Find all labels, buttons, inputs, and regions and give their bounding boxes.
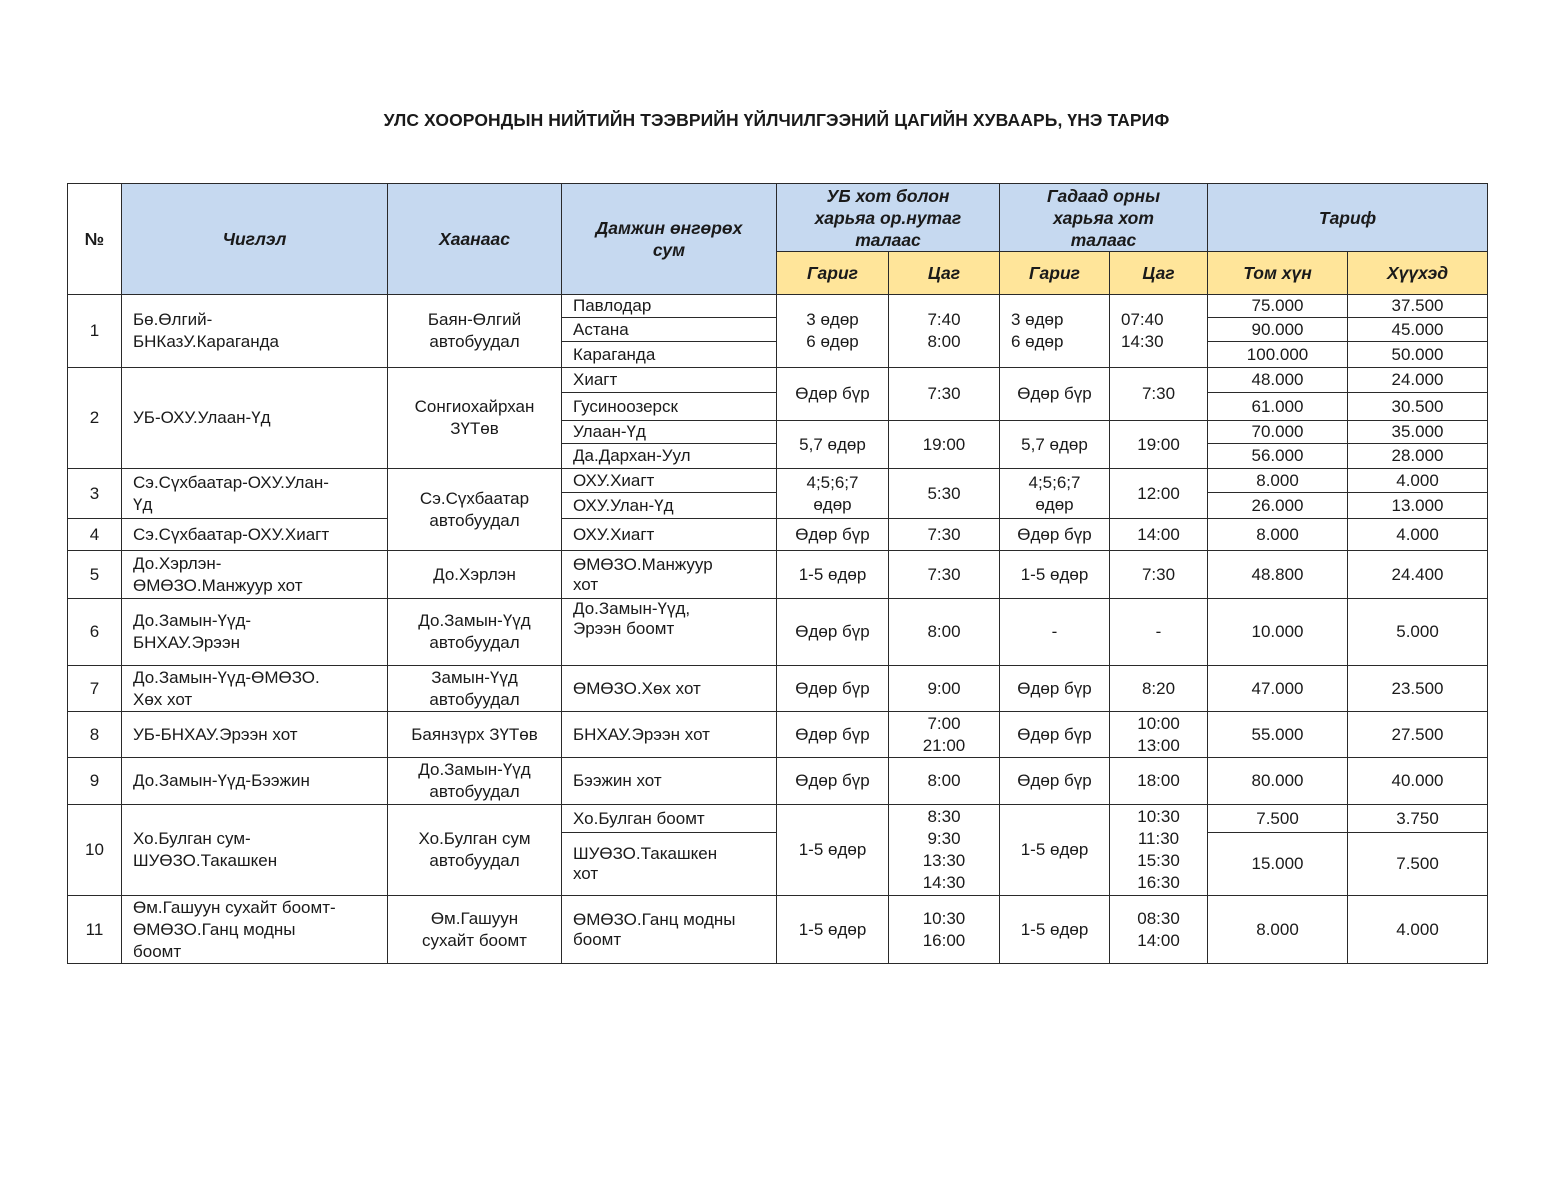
row-adult: 80.000 (1208, 758, 1348, 805)
table-row (68, 599, 1488, 666)
row-ub-days: 1-5 өдөр (777, 805, 889, 896)
row-no: 2 (68, 368, 122, 469)
row-via: Хо.Булган боомт (562, 805, 777, 833)
row-adult: 15.000 (1208, 833, 1348, 896)
table-row (68, 295, 1488, 318)
row-ub-time: 8:30 9:30 13:30 14:30 (889, 805, 1000, 896)
table-row (68, 758, 1488, 805)
row-foreign-time: 10:00 13:00 (1110, 712, 1208, 758)
row-no: 10 (68, 805, 122, 896)
row-adult: 61.000 (1208, 393, 1348, 421)
row-foreign-days: - (1000, 599, 1110, 666)
row-via: Гусиноозерск (562, 393, 777, 421)
row-adult: 48.800 (1208, 551, 1348, 599)
row-ub-time: 19:00 (889, 421, 1000, 469)
row-direction: До.Хэрлэн- ӨМӨЗО.Манжуур хот (122, 551, 388, 599)
row-ub-time: 7:30 (889, 519, 1000, 551)
row-from: Өм.Гашуун сухайт боомт (388, 896, 562, 964)
row-adult: 7.500 (1208, 805, 1348, 833)
row-direction: Бө.Өлгий- БНКазУ.Караганда (122, 295, 388, 368)
row-foreign-time: 7:30 (1110, 368, 1208, 421)
row-ub-days: Өдөр бүр (777, 368, 889, 421)
row-direction: До.Замын-Үүд- БНХАУ.Эрээн (122, 599, 388, 666)
header-via: Дамжин өнгөрөх сум (562, 184, 777, 295)
row-direction: УБ-ОХУ.Улаан-Үд (122, 368, 388, 469)
row-no: 1 (68, 295, 122, 368)
row-from: Хо.Булган сум автобуудал (388, 805, 562, 896)
row-adult: 26.000 (1208, 493, 1348, 519)
row-via: Астана (562, 318, 777, 342)
row-direction: Хо.Булган сум- ШУӨЗО.Такашкен (122, 805, 388, 896)
table-row (68, 896, 1488, 964)
row-child: 23.500 (1348, 666, 1488, 712)
row-direction: Сэ.Сүхбаатар-ОХУ.Улан- Үд (122, 469, 388, 519)
row-child: 24.000 (1348, 368, 1488, 393)
schedule-table (67, 183, 1488, 964)
row-child: 3.750 (1348, 805, 1488, 833)
row-foreign-time: 19:00 (1110, 421, 1208, 469)
row-via: ОХУ.Улан-Үд (562, 493, 777, 519)
row-no: 9 (68, 758, 122, 805)
row-foreign-days: Өдөр бүр (1000, 666, 1110, 712)
row-via: БНХАУ.Эрээн хот (562, 712, 777, 758)
header-no: № (68, 184, 122, 295)
row-child: 27.500 (1348, 712, 1488, 758)
row-adult: 70.000 (1208, 421, 1348, 444)
row-from: Сэ.Сүхбаатар автобуудал (388, 469, 562, 551)
row-foreign-days: Өдөр бүр (1000, 758, 1110, 805)
row-foreign-time: 14:00 (1110, 519, 1208, 551)
header-child: Хүүхэд (1348, 252, 1488, 295)
row-via: Бээжин хот (562, 758, 777, 805)
row-foreign-time: 18:00 (1110, 758, 1208, 805)
row-adult: 56.000 (1208, 444, 1348, 469)
row-child: 35.000 (1348, 421, 1488, 444)
row-foreign-time: 07:40 14:30 (1110, 295, 1208, 368)
row-ub-time: 7:30 (889, 368, 1000, 421)
row-ub-days: 1-5 өдөр (777, 551, 889, 599)
row-foreign-time: 10:30 11:30 15:30 16:30 (1110, 805, 1208, 896)
row-from: Баянзүрх ЗҮТөв (388, 712, 562, 758)
row-no: 11 (68, 896, 122, 964)
row-ub-days: Өдөр бүр (777, 519, 889, 551)
row-foreign-time: 12:00 (1110, 469, 1208, 519)
row-from: Сонгиохайрхан ЗҮТөв (388, 368, 562, 469)
row-via: Да.Дархан-Уул (562, 444, 777, 469)
header-direction: Чиглэл (122, 184, 388, 295)
row-child: 50.000 (1348, 342, 1488, 368)
row-via: Улаан-Үд (562, 421, 777, 444)
row-adult: 47.000 (1208, 666, 1348, 712)
row-adult: 90.000 (1208, 318, 1348, 342)
table-row (68, 519, 1488, 551)
row-ub-time: 8:00 (889, 758, 1000, 805)
row-adult: 55.000 (1208, 712, 1348, 758)
row-child: 4.000 (1348, 896, 1488, 964)
row-child: 24.400 (1348, 551, 1488, 599)
row-via: ӨМӨЗО.Хөх хот (562, 666, 777, 712)
row-ub-days: Өдөр бүр (777, 758, 889, 805)
row-via: ӨМӨЗО.Ганц модны боомт (562, 896, 777, 964)
row-from: Замын-Үүд автобуудал (388, 666, 562, 712)
page-title: УЛС ХООРОНДЫН НИЙТИЙН ТЭЭВРИЙН ҮЙЛЧИЛГЭЭНИЙ ЦАГИЙН ХУВААРЬ, ҮНЭ ТАРИФ (383, 110, 1170, 130)
row-no: 3 (68, 469, 122, 519)
row-adult: 8.000 (1208, 896, 1348, 964)
row-direction: До.Замын-Үүд-ӨМӨЗО. Хөх хот (122, 666, 388, 712)
row-via: До.Замын-Үүд, Эрээн боомт (562, 599, 777, 666)
row-child: 40.000 (1348, 758, 1488, 805)
row-no: 8 (68, 712, 122, 758)
row-adult: 8.000 (1208, 519, 1348, 551)
row-ub-days: Өдөр бүр (777, 666, 889, 712)
row-child: 30.500 (1348, 393, 1488, 421)
row-ub-days: 4;5;6;7 өдөр (777, 469, 889, 519)
row-via: ӨМӨЗО.Манжуур хот (562, 551, 777, 599)
row-foreign-days: Өдөр бүр (1000, 368, 1110, 421)
row-via: ОХУ.Хиагт (562, 469, 777, 493)
header-ub-time: Цаг (889, 252, 1000, 295)
row-foreign-time: 8:20 (1110, 666, 1208, 712)
row-child: 4.000 (1348, 519, 1488, 551)
row-foreign-days: 1-5 өдөр (1000, 551, 1110, 599)
row-child: 37.500 (1348, 295, 1488, 318)
table-row (68, 551, 1488, 599)
row-ub-days: Өдөр бүр (777, 599, 889, 666)
row-via: ШУӨЗО.Такашкен хот (562, 833, 777, 896)
row-via: Караганда (562, 342, 777, 368)
row-via: Хиагт (562, 368, 777, 393)
row-direction: Өм.Гашуун сухайт боомт- ӨМӨЗО.Ганц модны боомт (122, 896, 388, 964)
row-adult: 100.000 (1208, 342, 1348, 368)
row-ub-days: Өдөр бүр (777, 712, 889, 758)
row-foreign-time: - (1110, 599, 1208, 666)
row-ub-time: 7:30 (889, 551, 1000, 599)
row-no: 5 (68, 551, 122, 599)
row-adult: 8.000 (1208, 469, 1348, 493)
row-foreign-time: 7:30 (1110, 551, 1208, 599)
table-row (68, 805, 1488, 833)
row-from: Баян-Өлгий автобуудал (388, 295, 562, 368)
row-ub-time: 7:40 8:00 (889, 295, 1000, 368)
row-direction: УБ-БНХАУ.Эрээн хот (122, 712, 388, 758)
row-foreign-days: 1-5 өдөр (1000, 896, 1110, 964)
row-ub-days: 5,7 өдөр (777, 421, 889, 469)
row-foreign-days: 4;5;6;7 өдөр (1000, 469, 1110, 519)
row-no: 7 (68, 666, 122, 712)
row-ub-time: 9:00 (889, 666, 1000, 712)
row-foreign-days: 1-5 өдөр (1000, 805, 1110, 896)
row-child: 4.000 (1348, 469, 1488, 493)
row-foreign-time: 08:30 14:00 (1110, 896, 1208, 964)
header-adult: Том хүн (1208, 252, 1348, 295)
row-no: 4 (68, 519, 122, 551)
row-direction: Сэ.Сүхбаатар-ОХУ.Хиагт (122, 519, 388, 551)
row-no: 6 (68, 599, 122, 666)
row-child: 28.000 (1348, 444, 1488, 469)
row-ub-time: 10:30 16:00 (889, 896, 1000, 964)
row-via: ОХУ.Хиагт (562, 519, 777, 551)
row-foreign-days: 5,7 өдөр (1000, 421, 1110, 469)
row-direction: До.Замын-Үүд-Бээжин (122, 758, 388, 805)
row-adult: 75.000 (1208, 295, 1348, 318)
row-from: До.Замын-Үүд автобуудал (388, 758, 562, 805)
row-from: До.Замын-Үүд автобуудал (388, 599, 562, 666)
row-child: 13.000 (1348, 493, 1488, 519)
header-from: Хаанаас (388, 184, 562, 295)
header-foreign-days: Гариг (1000, 252, 1110, 295)
header-foreign-time: Цаг (1110, 252, 1208, 295)
row-ub-time: 8:00 (889, 599, 1000, 666)
row-via: Павлодар (562, 295, 777, 318)
header-ub-group: УБ хот болон харьяа ор.нутаг талаас (777, 184, 1000, 252)
table-row (68, 469, 1488, 493)
header-tariff: Тариф (1208, 184, 1488, 252)
row-adult: 10.000 (1208, 599, 1348, 666)
row-ub-days: 1-5 өдөр (777, 896, 889, 964)
table-row (68, 712, 1488, 758)
row-foreign-days: Өдөр бүр (1000, 519, 1110, 551)
header-ub-days: Гариг (777, 252, 889, 295)
row-child: 5.000 (1348, 599, 1488, 666)
row-adult: 48.000 (1208, 368, 1348, 393)
row-from: До.Хэрлэн (388, 551, 562, 599)
row-foreign-days: 3 өдөр 6 өдөр (1000, 295, 1110, 368)
table-row (68, 666, 1488, 712)
row-ub-days: 3 өдөр 6 өдөр (777, 295, 889, 368)
row-child: 45.000 (1348, 318, 1488, 342)
row-ub-time: 7:00 21:00 (889, 712, 1000, 758)
row-ub-time: 5:30 (889, 469, 1000, 519)
table-row (68, 368, 1488, 393)
header-foreign-group: Гадаад орны харьяа хот талаас (1000, 184, 1208, 252)
row-foreign-days: Өдөр бүр (1000, 712, 1110, 758)
row-child: 7.500 (1348, 833, 1488, 896)
